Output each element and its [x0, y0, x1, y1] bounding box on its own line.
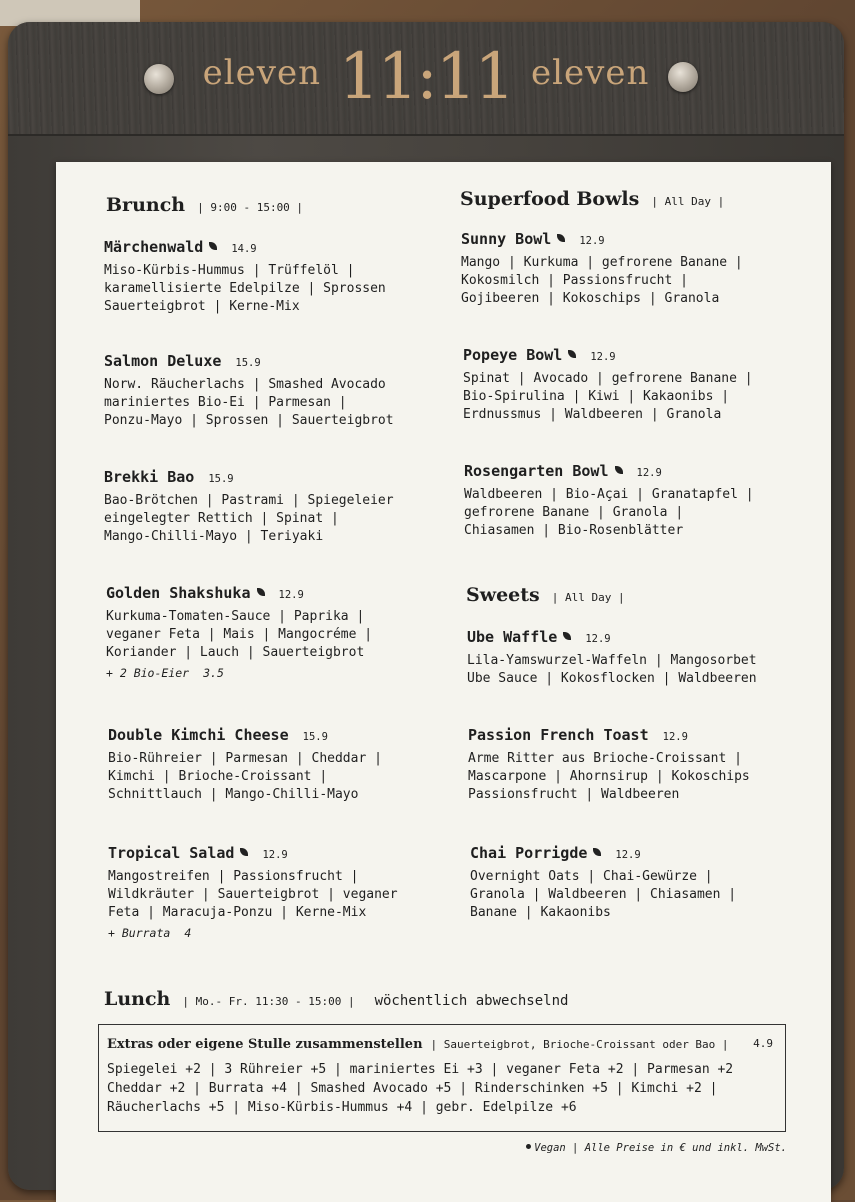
item-name: Rosengarten Bowl: [464, 462, 609, 480]
item-name: Märchenwald: [104, 238, 204, 256]
item-price: 12.9: [662, 731, 688, 743]
item-description: Bio-Rühreier | Parmesan | Cheddar | Kimchi | Brioche-Croissant | Schnittlauch | Mango-Chilli-Mayo: [108, 751, 382, 802]
brand-logo: [8, 40, 844, 114]
extras-box: [98, 1024, 786, 1132]
item-addon: + 2 Bio-Eier 3.5: [106, 666, 224, 680]
menu-clipboard: [8, 22, 844, 1190]
item-price: 12.9: [615, 849, 641, 861]
lunch-hours: | Mo.- Fr. 11:30 - 15:00 |: [182, 995, 355, 1008]
footnote: Vegan | Alle Preise in € und inkl. MwSt.: [526, 1142, 787, 1154]
item-name: Salmon Deluxe: [104, 352, 222, 370]
menu-item: [468, 726, 750, 804]
lunch-note: wöchentlich abwechselnd: [374, 993, 569, 1009]
item-description: Lila-Yamswurzel-Waffeln | Mangosorbet Ube Sauce | Kokosflocken | Waldbeeren: [467, 653, 757, 686]
item-description: Mangostreifen | Passionsfrucht | Wildkräuter | Sauerteigbrot | veganer Feta | Maracuja-Ponzu | Kerne-Mix: [108, 869, 398, 920]
menu-item: [104, 468, 394, 546]
menu-item: [464, 462, 754, 540]
brunch-heading: Brunch | 9:00 - 15:00 |: [106, 194, 304, 216]
vegan-leaf-icon: [593, 848, 601, 856]
brand-right: eleven: [531, 53, 650, 93]
item-name: Popeye Bowl: [463, 346, 563, 364]
vegan-leaf-icon: [615, 466, 623, 474]
item-price: 15.9: [302, 731, 328, 743]
item-price: 15.9: [235, 357, 261, 369]
menu-item: [104, 238, 386, 316]
bowls-hours: | All Day |: [651, 195, 725, 208]
item-name: Passion French Toast: [468, 726, 649, 744]
sweets-heading: Sweets | All Day |: [466, 584, 625, 606]
extras-price: 4.9: [753, 1037, 773, 1050]
item-name: Chai Porrigde: [470, 844, 588, 862]
menu-item: [108, 726, 382, 804]
menu-header: [8, 22, 844, 136]
item-description: Waldbeeren | Bio-Açai | Granatapfel | gefrorene Banane | Granola | Chiasamen | Bio-Rosenblätter: [464, 487, 754, 538]
extras-heading: Extras oder eigene Stulle zusammenstellen | Sauerteigbrot, Brioche-Croissant oder Bao |: [107, 1037, 729, 1052]
menu-item: [467, 628, 757, 688]
item-description: Overnight Oats | Chai-Gewürze | Granola | Waldbeeren | Chiasamen | Banane | Kakaonibs: [470, 869, 737, 920]
extras-list: Spiegelei +2 | 3 Rühreier +5 | mariniertes Ei +3 | veganer Feta +2 | Parmesan +2 Cheddar +2 | Burrata +4 | Smashed Avocado +5 | Rinderschinken +5 | Kimchi +2 | Räucherlachs +5 | Miso-Kürbis-Hummus +4 | gebr. Edelpilze +6: [107, 1062, 734, 1115]
menu-item: [463, 346, 753, 424]
vegan-leaf-icon: [568, 350, 576, 358]
lunch-heading: Lunch | Mo.- Fr. 11:30 - 15:00 | wöchentlich abwechselnd: [104, 988, 569, 1010]
brunch-hours: | 9:00 - 15:00 |: [197, 201, 304, 214]
vegan-leaf-icon: [209, 242, 217, 250]
brand-mark: 11:11: [338, 40, 514, 114]
item-description: Mango | Kurkuma | gefrorene Banane | Kokosmilch | Passionsfrucht | Gojibeeren | Kokoschips | Granola: [461, 255, 743, 306]
vegan-dot-icon: [526, 1144, 531, 1149]
item-description: Spinat | Avocado | gefrorene Banane | Bio-Spirulina | Kiwi | Kakaonibs | Erdnussmus | Waldbeeren | Granola: [463, 371, 753, 422]
item-description: Kurkuma-Tomaten-Sauce | Paprika | veganer Feta | Mais | Mangocréme | Koriander | Lauch | Sauerteigbrot: [106, 609, 373, 660]
item-addon: + Burrata 4: [108, 926, 192, 940]
menu-item: [106, 584, 372, 680]
menu-item: [461, 230, 743, 308]
bowls-heading: Superfood Bowls | All Day |: [460, 188, 725, 210]
item-price: 14.9: [231, 243, 257, 255]
item-price: 12.9: [262, 849, 288, 861]
brand-left: eleven: [202, 53, 321, 93]
item-name: Tropical Salad: [108, 844, 235, 862]
item-description: Arme Ritter aus Brioche-Croissant | Mascarpone | Ahornsirup | Kokoschips Passionsfrucht | Waldbeeren: [468, 751, 750, 802]
sweets-hours: | All Day |: [551, 591, 625, 604]
extras-bread-options: | Sauerteigbrot, Brioche-Croissant oder Bao |: [430, 1038, 729, 1051]
vegan-leaf-icon: [257, 588, 265, 596]
item-price: 12.9: [278, 589, 304, 601]
item-name: Ube Waffle: [467, 628, 558, 646]
item-price: 12.9: [579, 235, 605, 247]
menu-paper: [56, 162, 831, 1202]
item-name: Brekki Bao: [104, 468, 195, 486]
item-description: Bao-Brötchen | Pastrami | Spiegeleier eingelegter Rettich | Spinat | Mango-Chilli-Mayo | Teriyaki: [104, 493, 394, 544]
item-price: 12.9: [636, 467, 662, 479]
item-name: Sunny Bowl: [461, 230, 552, 248]
menu-item: [108, 844, 398, 940]
item-price: 12.9: [585, 633, 611, 645]
vegan-leaf-icon: [240, 848, 248, 856]
vegan-leaf-icon: [557, 234, 565, 242]
item-price: 12.9: [590, 351, 616, 363]
item-name: Double Kimchi Cheese: [108, 726, 289, 744]
vegan-leaf-icon: [563, 632, 571, 640]
item-price: 15.9: [208, 473, 234, 485]
item-description: Norw. Räucherlachs | Smashed Avocado mariniertes Bio-Ei | Parmesan | Ponzu-Mayo | Sprossen | Sauerteigbrot: [104, 377, 394, 428]
menu-item: [470, 844, 736, 922]
item-description: Miso-Kürbis-Hummus | Trüffelöl | karamellisierte Edelpilze | Sprossen Sauerteigbrot | Kerne-Mix: [104, 263, 386, 314]
menu-item: [104, 352, 394, 430]
item-name: Golden Shakshuka: [106, 584, 251, 602]
